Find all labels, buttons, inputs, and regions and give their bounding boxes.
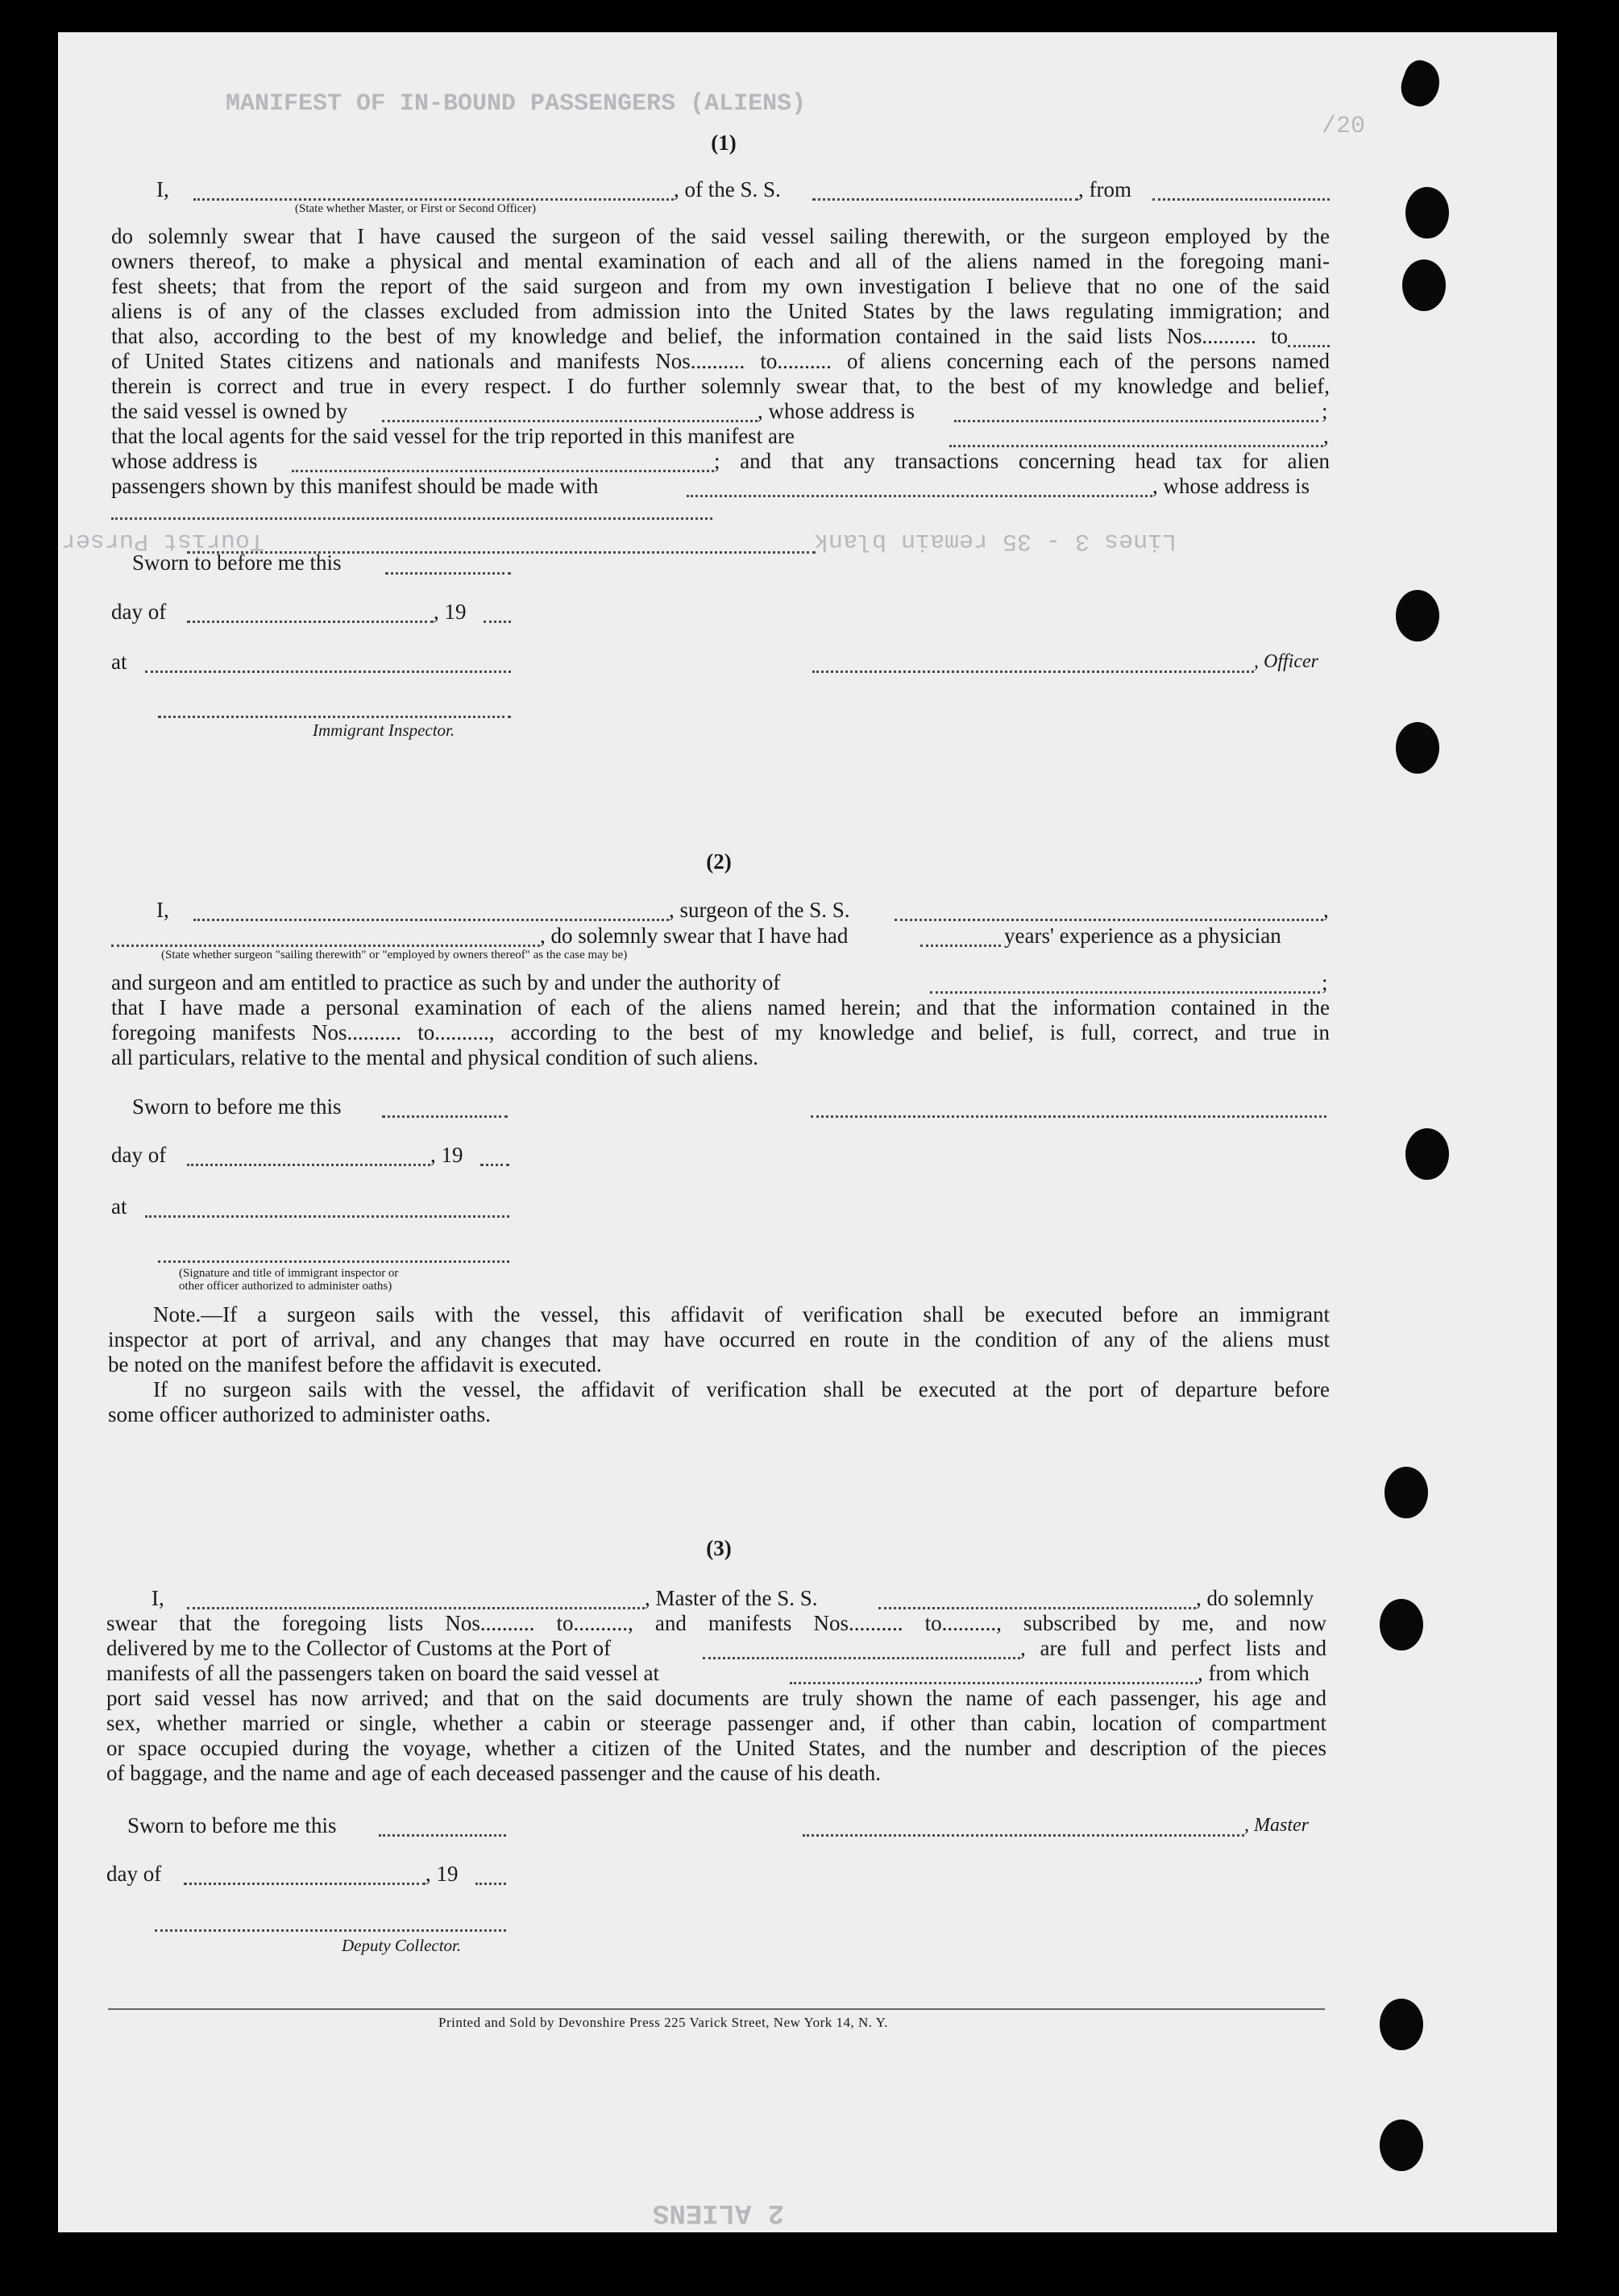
s2-year-blank	[480, 1164, 509, 1166]
s1-officer-blank	[193, 198, 674, 201]
s2-years-blank	[920, 945, 1001, 947]
s1-day-of: day of	[111, 600, 167, 624]
s1-semicolon: ;	[1322, 399, 1328, 423]
s2-surgeon-signature-blank	[811, 1115, 1326, 1118]
s1-body-1: do solemnly swear that I have caused the surgeon of the said vessel sailing therewith, or the surgeon employed by the	[111, 224, 1330, 248]
s3-from-which: , from which	[1198, 1661, 1310, 1685]
s2-status-caption: (State whether surgeon "sailing therewith" or "employed by owners thereof" as the case may be)	[161, 949, 628, 961]
s2-surgeon-name-blank	[193, 919, 669, 921]
s2-day-of: day of	[111, 1143, 167, 1167]
s1-body-5: that also, according to the best of my knowledge and belief, the information contained in the said lists Nos.......... to	[111, 324, 1288, 348]
s1-owner-blank	[382, 420, 758, 422]
s1-day-blank	[187, 621, 434, 623]
s1-at-blank	[145, 671, 511, 673]
s2-sworn-blank	[382, 1115, 508, 1118]
bottom-stamp: 2 ALIENS	[653, 2197, 785, 2227]
punch-hole-1	[1405, 187, 1449, 239]
punch-hole-9	[1380, 2120, 1423, 2171]
s2-line-1-end: ,	[1323, 898, 1329, 922]
section-1-number: (1)	[711, 131, 737, 155]
s2-at-blank	[145, 1215, 509, 1218]
s1-year: , 19	[434, 600, 467, 624]
s3-sworn-blank	[379, 1834, 506, 1837]
s2-sig-caption-2: other officer authorized to administer oaths)	[179, 1280, 392, 1293]
s3-solemnly: , do solemnly	[1196, 1586, 1314, 1610]
s3-perfect-lists: , are full and perfect lists and	[1020, 1636, 1326, 1660]
s3-body-6: sex, whether married or single, whether a cabin or steerage passenger and, if other than cabin, location of compartment	[106, 1711, 1326, 1735]
punch-hole-8	[1380, 1999, 1423, 2050]
s1-sworn-blank	[385, 572, 511, 575]
s1-sworn: Sworn to before me this	[132, 550, 342, 575]
s1-ship-blank	[812, 198, 1078, 201]
s3-day-blank	[184, 1883, 426, 1885]
s2-body-4: that I have made a personal examination of each of the aliens named herein; and that the information contained in the	[111, 995, 1330, 1019]
s3-master-name-blank	[187, 1607, 645, 1609]
s3-body-7: or space occupied during the voyage, whether a citizen of the United States, and the number and description of the pieces	[106, 1736, 1326, 1760]
s1-line-1-i: I,	[156, 177, 169, 201]
footer-rule	[108, 2008, 1325, 2010]
punch-hole-6	[1384, 1467, 1428, 1518]
s1-inspector-signature-blank	[158, 716, 511, 718]
s2-body-5: foregoing manifests Nos.......... to.........., according to the best of my knowledge and belief, is full, correct, and true in	[111, 1020, 1330, 1044]
s1-at: at	[111, 650, 127, 674]
s3-boarded-label: manifests of all the passengers taken on board the said vessel at	[106, 1661, 660, 1685]
s1-agent-address-label: whose address is	[111, 449, 258, 473]
top-right-mark: /20	[1322, 113, 1366, 140]
faded-header: MANIFEST OF IN-BOUND PASSENGERS (ALIENS)	[226, 90, 807, 118]
s2-year: , 19	[430, 1143, 463, 1167]
s1-list-to-blank	[1288, 345, 1330, 347]
s2-note-5: some officer authorized to administer oaths.	[108, 1402, 491, 1426]
s2-sworn: Sworn to before me this	[132, 1094, 342, 1119]
s3-body-8: of baggage, and the name and age of each deceased passenger and the cause of his death.	[106, 1761, 882, 1785]
punch-hole-3	[1396, 590, 1439, 641]
s2-sig-caption-1: (Signature and title of immigrant inspector or	[179, 1267, 399, 1280]
s1-whose-address-label: , whose address is	[1152, 474, 1310, 498]
s1-comma: ,	[1323, 424, 1329, 448]
s1-inspector-label: Immigrant Inspector.	[313, 720, 455, 740]
s1-headtax-text: ; and that any transactions concerning head tax for alien	[714, 449, 1330, 473]
s3-ship-blank	[878, 1607, 1196, 1609]
s2-authority-label: and surgeon and am entitled to practice as such by and under the authority of	[111, 970, 781, 994]
s2-note-1: Note.—If a surgeon sails with the vessel, this affidavit of verification shall be executed before an immigrant	[153, 1302, 1330, 1327]
s1-line-1-of: , of the S. S.	[674, 177, 781, 201]
s2-swear-text: , do solemnly swear that I have had	[540, 924, 849, 948]
s2-inspector-signature-blank	[158, 1260, 509, 1263]
s1-body-3: fest sheets; that from the report of the said surgeon and from my own investigation I believe that no one of the said	[111, 274, 1330, 298]
s1-agent-address-blank	[292, 470, 714, 472]
printer-imprint: Printed and Sold by Devonshire Press 225 Varick Street, New York 14, N. Y.	[438, 2015, 888, 2030]
s2-authority-blank	[930, 991, 1320, 994]
s1-agents-blank	[949, 445, 1323, 447]
s1-officer-caption: (State whether Master, or First or Second Officer)	[295, 202, 537, 215]
s1-address-continuation-blank	[111, 517, 712, 520]
s2-status-blank	[111, 945, 540, 947]
s1-owner-address-blank	[954, 420, 1318, 422]
s3-master-label: , Master	[1244, 1815, 1309, 1836]
section-2-number: (2)	[706, 849, 732, 874]
s3-year: , 19	[426, 1862, 459, 1886]
s3-collector-label: Deputy Collector.	[342, 1936, 462, 1955]
s3-body-5: port said vessel has now arrived; and that on the said documents are truly shown the name of each passenger, his age and	[106, 1686, 1326, 1710]
s1-line-1-from: , from	[1078, 177, 1131, 201]
s2-note-2: inspector at port of arrival, and any changes that may have occurred en route in the condition of any of the aliens must	[108, 1327, 1330, 1351]
s2-semicolon: ;	[1322, 970, 1328, 994]
s1-body-7: of United States citizens and nationals and manifests Nos.......... to.......... of aliens concerning each of the persons named	[111, 349, 1330, 373]
s3-boarded-blank	[790, 1682, 1198, 1684]
punch-hole-4	[1396, 722, 1439, 774]
s1-year-blank	[484, 621, 511, 623]
s2-ship-blank	[895, 919, 1323, 921]
s3-sworn: Sworn to before me this	[127, 1813, 337, 1837]
s1-from-blank	[1152, 198, 1330, 201]
s1-agents-label: that the local agents for the said vessel for the trip reported in this manifest are	[111, 424, 795, 448]
s3-body-2: swear that the foregoing lists Nos.......... to.........., and manifests Nos.......... to.........., subscribed by me, and now	[106, 1611, 1326, 1635]
s1-headtax-blank	[687, 495, 1152, 497]
s3-master-of: , Master of the S. S.	[645, 1586, 818, 1610]
s2-surgeon-of: , surgeon of the S. S.	[669, 898, 850, 922]
s3-line-1-i: I,	[152, 1586, 164, 1610]
s2-note-4: If no surgeon sails with the vessel, the affidavit of verification shall be executed at the port of departure before	[153, 1377, 1330, 1401]
s2-note-3: be noted on the manifest before the affidavit is executed.	[108, 1352, 602, 1376]
s3-port-label: delivered by me to the Collector of Customs at the Port of	[106, 1636, 612, 1660]
s3-collector-signature-blank	[155, 1929, 506, 1932]
s1-owner-address-label: , whose address is	[758, 399, 915, 423]
s2-day-blank	[187, 1164, 430, 1166]
s3-master-signature-blank	[803, 1834, 1244, 1837]
s1-passengers-label: passengers shown by this manifest should be made with	[111, 474, 599, 498]
punch-hole-5	[1405, 1128, 1449, 1180]
s2-body-6: all particulars, relative to the mental and physical condition of such aliens.	[111, 1045, 758, 1069]
s3-port-blank	[703, 1657, 1020, 1659]
s1-body-2: owners thereof, to make a physical and mental examination of each and all of the aliens named in the foregoing mani-	[111, 249, 1330, 273]
s1-officer-label: , Officer	[1254, 651, 1318, 672]
punch-hole-2	[1402, 259, 1446, 311]
s2-line-1-i: I,	[156, 898, 169, 922]
s1-body-8: therein is correct and true in every respect. I do further solemnly swear that, to the best of my knowledge and belief,	[111, 374, 1330, 398]
section-3-number: (3)	[706, 1536, 732, 1560]
s2-at: at	[111, 1194, 127, 1219]
s1-owned-label: the said vessel is owned by	[111, 399, 348, 423]
punch-hole-7	[1380, 1599, 1423, 1650]
s3-year-blank	[475, 1883, 506, 1885]
typed-bleed-line: Lines 3 - 35 remain blank	[814, 527, 1177, 554]
s3-day-of: day of	[106, 1862, 162, 1886]
s1-officer-signature-blank	[812, 671, 1254, 673]
s2-years-label: years' experience as a physician	[1004, 924, 1281, 948]
s1-body-4: aliens is of any of the classes excluded from admission into the United States by the laws regulating immigration; and	[111, 299, 1330, 323]
typed-bleed-officer: Tourist Purser	[61, 527, 265, 554]
